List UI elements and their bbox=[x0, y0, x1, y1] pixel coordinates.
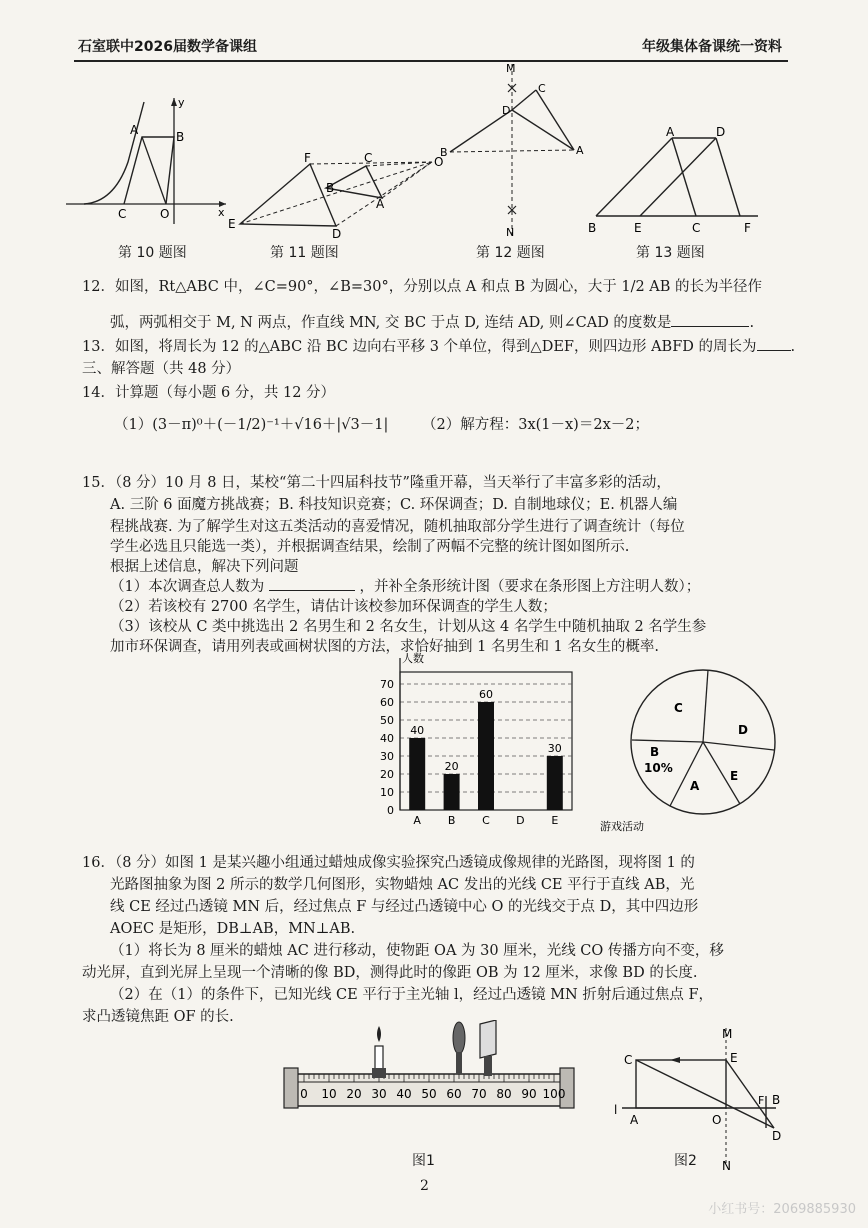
bar-chart-ytick: 50 bbox=[380, 714, 394, 727]
figure-13 bbox=[586, 124, 776, 236]
figure-2-label: 图2 bbox=[674, 1153, 697, 1169]
bar-chart-ytick: 60 bbox=[380, 696, 394, 709]
q12-line2: 弧，两弧相交于 M, N 两点，作直线 MN, 交 BC 于点 D, 连结 AD, 则∠CAD 的度数是 . bbox=[110, 312, 790, 334]
ruler-tick-label: 10 bbox=[321, 1087, 337, 1101]
ruler-tick-label: 80 bbox=[496, 1087, 512, 1101]
header-rule bbox=[74, 60, 788, 62]
ruler-tick-label: 70 bbox=[471, 1087, 487, 1101]
q15-line6 bbox=[110, 576, 790, 598]
svg-text:B: B bbox=[588, 221, 597, 235]
bar-e bbox=[547, 756, 563, 810]
q14-part1: （1）(3－π)⁰＋(－1/2)⁻¹＋√16＋|√3－1| bbox=[114, 417, 389, 433]
svg-text:O: O bbox=[160, 207, 170, 221]
svg-text:D: D bbox=[716, 125, 726, 139]
page-number: 2 bbox=[420, 1178, 429, 1194]
bar-b bbox=[444, 774, 460, 810]
candle[interactable] bbox=[372, 1026, 386, 1078]
q15-line3: 程挑战赛. 为了解学生对这五类活动的喜爱情况，随机抽取部分学生进行了调查统计（每位 bbox=[110, 519, 685, 535]
figure-1-label: 图1 bbox=[412, 1153, 435, 1169]
svg-text:B: B bbox=[772, 1093, 781, 1107]
bar-chart-ytick: 0 bbox=[387, 804, 394, 817]
header-left: 石室联中2026届数学备课组 bbox=[78, 39, 257, 55]
svg-text:M: M bbox=[722, 1027, 733, 1041]
q15-line6b: ，并补全条形统计图（要求在条形图上方注明人数）； bbox=[359, 579, 701, 595]
section-3-title: 三、解答题（共 48 分） bbox=[82, 361, 241, 377]
svg-text:C: C bbox=[538, 82, 546, 95]
bar-c bbox=[478, 702, 494, 810]
figure-11 bbox=[224, 150, 450, 240]
svg-text:N: N bbox=[722, 1159, 731, 1172]
q16-line8: 求凸透镜焦距 OF 的长. bbox=[82, 1009, 234, 1025]
bar-data-label: 40 bbox=[410, 724, 425, 737]
ruler-tick-label: 90 bbox=[521, 1087, 537, 1101]
bar-chart bbox=[360, 648, 660, 834]
svg-text:D: D bbox=[772, 1129, 782, 1143]
ruler-tick-label: 20 bbox=[346, 1087, 362, 1101]
pie-label-e: E bbox=[730, 769, 739, 783]
figure-1-optical-bench bbox=[276, 1020, 586, 1120]
q15-line8: （3）该校从 C 类中挑选出 2 名男生和 2 名女生，计划从这 4 名学生中随机抽取 2 名学生参 bbox=[110, 619, 707, 635]
bar-chart-xtick: E bbox=[551, 814, 559, 827]
q13-answer-blank[interactable] bbox=[757, 336, 791, 351]
svg-text:A: A bbox=[376, 197, 385, 211]
q15-line1: 15．（8 分）10 月 8 日，某校“第二十四届科技节”隆重开幕，当天举行了丰富多彩的活动， bbox=[82, 475, 671, 491]
q12-answer-blank[interactable] bbox=[671, 312, 749, 327]
bar-chart-xtick: C bbox=[482, 814, 490, 827]
svg-text:E: E bbox=[634, 221, 642, 235]
q16-line4: AOEC 是矩形，DB⊥AB，MN⊥AB. bbox=[110, 921, 356, 937]
bar-data-label: 60 bbox=[479, 688, 493, 701]
pie-label-a: A bbox=[690, 779, 700, 793]
svg-text:C: C bbox=[692, 221, 701, 235]
svg-text:F: F bbox=[744, 221, 751, 235]
pie-label-b: B bbox=[650, 745, 660, 759]
svg-text:C: C bbox=[118, 207, 127, 221]
svg-text:F: F bbox=[758, 1094, 765, 1107]
pie-label-d: D bbox=[738, 723, 748, 737]
svg-text:D: D bbox=[332, 227, 342, 240]
q15-line5: 根据上述信息，解决下列问题 bbox=[110, 559, 299, 575]
q15-answer-blank[interactable] bbox=[269, 576, 355, 591]
svg-text:E: E bbox=[730, 1051, 738, 1065]
q16-line3: 线 CE 经过凸透镜 MN 后，经过焦点 F 与经过凸透镜中心 O 的光线交于点 D，其中四边形 bbox=[110, 899, 699, 915]
q16-line5: （1）将长为 8 厘米的蜡烛 AC 进行移动，使物距 OA 为 30 厘米，光线 CO 传播方向不变，移 bbox=[110, 943, 724, 959]
pie-label-c: C bbox=[674, 701, 683, 715]
q16-line2: 光路图抽象为图 2 所示的数学几何图形，实物蜡烛 AC 发出的光线 CE 平行于直线 AB，光 bbox=[110, 877, 695, 893]
q15-line9: 加市环保调查，请用列表或画树状图的方法，求恰好抽到 1 名男生和 1 名女生的概率. bbox=[110, 639, 659, 655]
caption-figure-11: 第 11 题图 bbox=[270, 245, 339, 261]
ruler-tick-label: 0 bbox=[300, 1087, 308, 1101]
ruler-tick-label: 30 bbox=[371, 1087, 387, 1101]
q14-title: 14．计算题（每小题 6 分，共 12 分） bbox=[82, 385, 336, 401]
ruler-tick-label: 60 bbox=[446, 1087, 462, 1101]
pie-sector-line bbox=[703, 742, 774, 750]
svg-text:F: F bbox=[304, 151, 311, 165]
svg-text:C: C bbox=[624, 1053, 633, 1067]
figure-12 bbox=[440, 60, 600, 240]
q12-line2-text: 弧，两弧相交于 M, N 两点，作直线 MN, 交 BC 于点 D, 连结 AD, 则∠CAD 的度数是 bbox=[110, 315, 672, 331]
q12-line1: 12．如图，Rt△ABC 中，∠C=90°，∠B=30°，分别以点 A 和点 B 为圆心，大于 1/2 AB 的长为半径作 bbox=[82, 279, 763, 295]
figure-2-geometry bbox=[608, 1026, 798, 1172]
caption-figure-12: 第 12 题图 bbox=[476, 245, 545, 261]
svg-text:O: O bbox=[434, 155, 444, 169]
convex-lens[interactable] bbox=[453, 1022, 465, 1074]
svg-text:M: M bbox=[506, 62, 516, 75]
bar-chart-xtick: B bbox=[447, 814, 456, 827]
pie-sector-line bbox=[670, 742, 703, 806]
svg-text:O: O bbox=[712, 1113, 722, 1127]
pie-label-b-percent: 10% bbox=[644, 761, 673, 775]
svg-text:x: x bbox=[218, 206, 225, 219]
svg-text:C: C bbox=[364, 151, 373, 165]
q14-part2: （2）解方程：3x(1－x)＝2x－2； bbox=[422, 417, 649, 433]
svg-text:B: B bbox=[326, 181, 335, 195]
q15-line4: 学生必选且只能选一类），并根据调查结果，绘制了两幅不完整的统计图如图所示. bbox=[110, 539, 630, 555]
svg-text:N: N bbox=[506, 226, 515, 239]
ruler-tick-label: 100 bbox=[542, 1087, 566, 1101]
q15-line6a: （1）本次调查总人数为 bbox=[110, 579, 265, 595]
svg-text:A: A bbox=[630, 1113, 639, 1127]
bar-chart-ylabel: 人数 bbox=[402, 652, 424, 665]
light-screen[interactable] bbox=[480, 1020, 496, 1076]
q15-line7: （2）若该校有 2700 名学生，请估计该校参加环保调查的学生人数； bbox=[110, 599, 557, 615]
watermark: 小红书号：2069885930 bbox=[708, 1202, 856, 1217]
bar-data-label: 20 bbox=[444, 760, 459, 773]
svg-text:A: A bbox=[130, 123, 139, 137]
q15-line2: A. 三阶 6 面魔方挑战赛；B. 科技知识竞赛；C. 环保调查；D. 自制地球仪；E. 机器人编 bbox=[110, 497, 678, 513]
q13-text: 13．如图，将周长为 12 的△ABC 沿 BC 边向右平移 3 个单位，得到△DEF，则四边形 ABFD 的周长为 bbox=[82, 339, 757, 355]
bench-end-left bbox=[284, 1068, 298, 1108]
bar-chart-ytick: 20 bbox=[380, 768, 394, 781]
q13-line: 13．如图，将周长为 12 的△ABC 沿 BC 边向右平移 3 个单位，得到△DEF，则四边形 ABFD 的周长为 . bbox=[82, 336, 790, 358]
q16-line6: 动光屏，直到光屏上呈现一个清晰的像 BD，测得此时的像距 OB 为 12 厘米，求像 BD 的长度. bbox=[82, 965, 698, 981]
svg-text:A: A bbox=[576, 144, 584, 157]
bar-data-label: 30 bbox=[547, 742, 562, 755]
svg-text:y: y bbox=[178, 96, 185, 109]
bar-chart-xtick: D bbox=[516, 814, 525, 827]
q16-line1: 16．（8 分）如图 1 是某兴趣小组通过蜡烛成像实验探究凸透镜成像规律的光路图，现将图 1 的 bbox=[82, 855, 695, 871]
caption-figure-13: 第 13 题图 bbox=[636, 245, 705, 261]
bar-a bbox=[409, 738, 425, 810]
pie-sector-line bbox=[703, 670, 708, 742]
bar-chart-ytick: 10 bbox=[380, 786, 394, 799]
q16-line7: （2）在（1）的条件下，已知光线 CE 平行于主光轴 l，经过凸透镜 MN 折射后通过焦点 F， bbox=[110, 987, 714, 1003]
bar-chart-xtick: A bbox=[413, 814, 421, 827]
bar-chart-ytick: 70 bbox=[380, 678, 394, 691]
svg-text:E: E bbox=[228, 217, 236, 231]
svg-text:B: B bbox=[440, 146, 448, 159]
bar-chart-ytick: 40 bbox=[380, 732, 394, 745]
pie-chart bbox=[628, 662, 778, 826]
svg-text:l: l bbox=[614, 1103, 618, 1117]
header-right: 年级集体备课统一资料 bbox=[642, 39, 782, 55]
figure-10 bbox=[66, 92, 236, 232]
svg-text:B: B bbox=[176, 130, 185, 144]
ruler-tick-label: 50 bbox=[421, 1087, 437, 1101]
svg-text:D: D bbox=[502, 104, 511, 117]
bar-chart-ytick: 30 bbox=[380, 750, 394, 763]
ruler-tick-label: 40 bbox=[396, 1087, 412, 1101]
bar-chart-xlabel: 游戏活动 bbox=[600, 820, 644, 833]
pie-sector-line bbox=[632, 740, 703, 742]
caption-figure-10: 第 10 题图 bbox=[118, 245, 187, 261]
svg-text:A: A bbox=[666, 125, 675, 139]
